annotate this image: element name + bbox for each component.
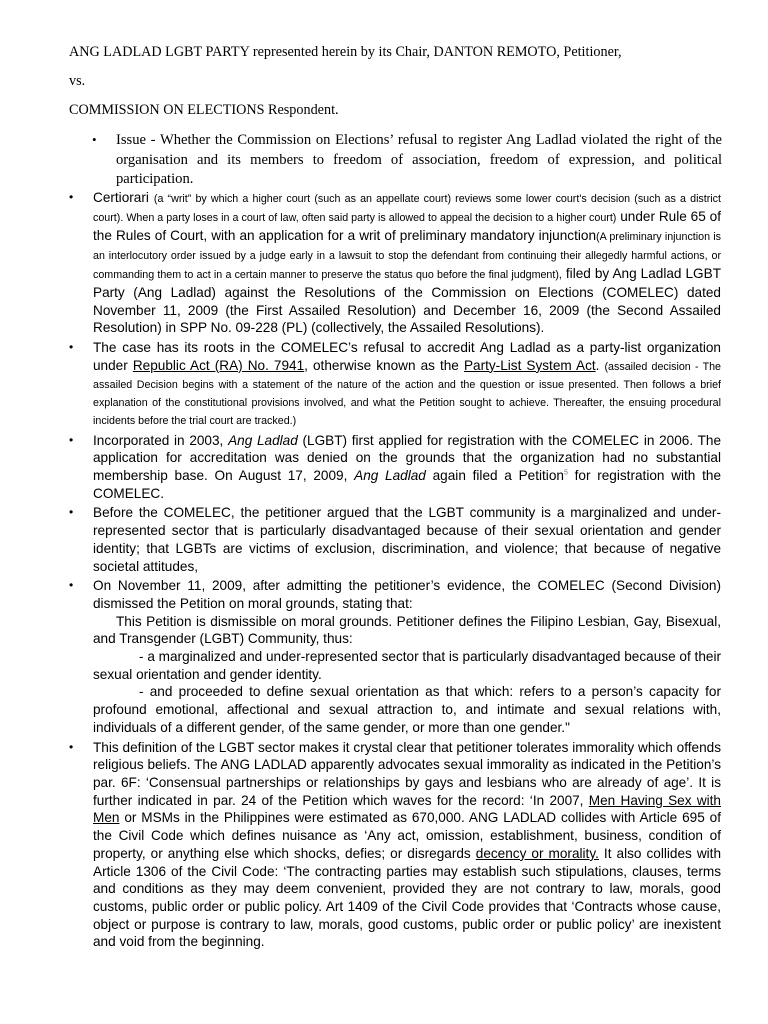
before-text: Before the COMELEC, the petitioner argued that the LGBT community is a marginalized and under-represented sector that is particularly disadvantaged because of their sexual orientation and gender identity; that LGBTs are victims of exclusion, discrimination, and violence; that because of negative societal attitudes,: [93, 505, 721, 574]
quoted-ruling-1: This Petition is dismissible on moral grounds. Petitioner defines the Filipino Lesbian, Gay, Bisexual, and Transgender (LGBT) Community, thus:: [93, 613, 721, 647]
issue-statement: Issue - Whether the Commission on Elections’ refusal to register Ang Ladlad violated the right of the organisation and its members to freedom of association, freedom of expression, and political participation.: [116, 132, 722, 187]
november-text: On November 11, 2009, after admitting the petitioner’s evidence, the COMELEC (Second Division) dismissed the Petition on moral grounds, stating that:: [93, 578, 721, 611]
list-item-november-ruling: [69, 577, 721, 736]
bullet: •: [69, 432, 74, 447]
decency-morality-link[interactable]: decency or morality.: [475, 845, 599, 861]
definition-text-3: It also collides with Article 1306 of the Civil Code: ‘The contracting parties may establish such stipulations, clauses, terms and conditions as they may deem convenient, provided they are not contrary to law, morals, good customs, public order or public policy. Art 1409 of the Civil Code provides that ‘Contracts whose cause, object or purpose is contrary to law, morals, good customs, public order or public policy’ are inexistent and void from the beginning.: [93, 845, 722, 950]
assailed-decision-note: (assailed decision - The assailed Decision begins with a statement of the nature of the action and the question or issue presented. Then follows a brief explanation of the constitutional provisions involved, and what the Petition sought to achieve. Thereafter, the ensuing procedural incidents before the trial court are tracked.): [93, 360, 721, 428]
ang-ladlad-name: Ang Ladlad: [228, 432, 298, 448]
bullet: •: [69, 340, 74, 355]
footnote-link[interactable]: 5: [563, 469, 568, 477]
case-title-respondent: COMMISSION ON ELECTIONS Respondent.: [69, 102, 339, 118]
ang-ladlad-name: Ang Ladlad: [354, 468, 426, 484]
case-title-versus: vs.: [69, 73, 86, 89]
bullet: •: [69, 739, 74, 754]
bullet: •: [69, 190, 74, 204]
certiorari-definition: (a “writ” by which a higher court (such as an appellate court) reviews some lower court's decision (such as a district court). When a party loses in a court of law, often said party is allowed to appeal the decision to a higher court): [93, 193, 721, 224]
republic-act-link[interactable]: Republic Act (RA) No. 7941: [132, 357, 305, 373]
incorporated-text-4: for registration with the COMELEC.: [93, 468, 722, 501]
quoted-ruling-3: - and proceeded to define sexual orientation as that which: refers to a person’s capacity for profound emotional, affectional and sexual attraction to, and intimate and sexual relations with, individuals of a different gender, of the same gender, or more than one gender.": [93, 684, 721, 735]
definition-text-2: or MSMs in the Philippines were estimated as 670,000. ANG LADLAD collides with Article 695 of the Civil Code which defines nuisance as ‘Any act, omission, establishment, business, condition of property, or anything else which shocks, defies; or disregards: [93, 810, 721, 861]
quoted-ruling-2: - a marginalized and under-represented sector that is particularly disadvantaged because of their sexual orientation and gender identity.: [93, 649, 721, 682]
list-item-incorporated: [69, 432, 722, 503]
list-item-definition: [69, 739, 722, 951]
incorporated-text-3: again filed a Petition: [432, 468, 564, 484]
list-item-certiorari: [69, 189, 721, 337]
case-summary-list: [69, 189, 722, 951]
party-list-act-link[interactable]: Party-List System Act: [463, 357, 596, 373]
roots-text-3: .: [595, 357, 600, 373]
certiorari-text-continued: filed by Ang Ladlad LGBT Party (Ang Ladlad) against the Resolutions of the Commission on Elections (COMELEC) dated November 11, 2009 (the First Assailed Resolution) and December 16, 2009 (the Second Assailed Resolution) in SPP No. 09-228 (PL) (collectively, the Assailed Resolutions).: [93, 266, 721, 336]
incorporated-text-2: (LGBT) first applied for registration with the COMELEC in 2006. The application for accreditation was denied on the grounds that the organization had no substantial membership base. On August 17, 2009,: [93, 432, 722, 484]
roots-text-2: , otherwise known as the: [304, 357, 459, 373]
list-item-roots: [69, 339, 721, 430]
definition-text: This definition of the LGBT sector makes it crystal clear that petitioner tolerates immorality which offends religious beliefs. The ANG LADLAD apparently advocates sexual immorality as indicated in the Petition’s par. 6F: ‘Consensual partnerships or relationships by gays and lesbians who are already of age’. It is further indicated in par. 24 of the Petition which waves for the record: ‘In 2007,: [93, 739, 721, 808]
roots-text: The case has its roots in the COMELEC’s refusal to accredit Ang Ladlad as a party-list organization under: [93, 340, 721, 373]
injunction-definition: (A preliminary injunction is an interlocutory order issued by a judge early in a lawsuit to stop the defendant from continuing their allegedly harmful actions, or commanding them to act in a certain manner to preserve the status quo before the final judgment),: [93, 231, 721, 281]
issue-bullet: •: [92, 132, 97, 147]
bullet: •: [69, 505, 74, 520]
list-item-before-comelec: [69, 504, 721, 575]
case-title-petitioner: ANG LADLAD LGBT PARTY represented herein by its Chair, DANTON REMOTO, Petitioner,: [69, 44, 622, 60]
incorporated-text: Incorporated in 2003,: [93, 432, 224, 448]
certiorari-term: Certiorari: [93, 190, 149, 205]
bullet: •: [69, 578, 74, 593]
certiorari-text: under Rule 65 of the Rules of Court, with an application for a writ of preliminary mandatory injunction: [93, 209, 721, 243]
msm-link[interactable]: Men Having Sex with Men: [93, 792, 721, 826]
